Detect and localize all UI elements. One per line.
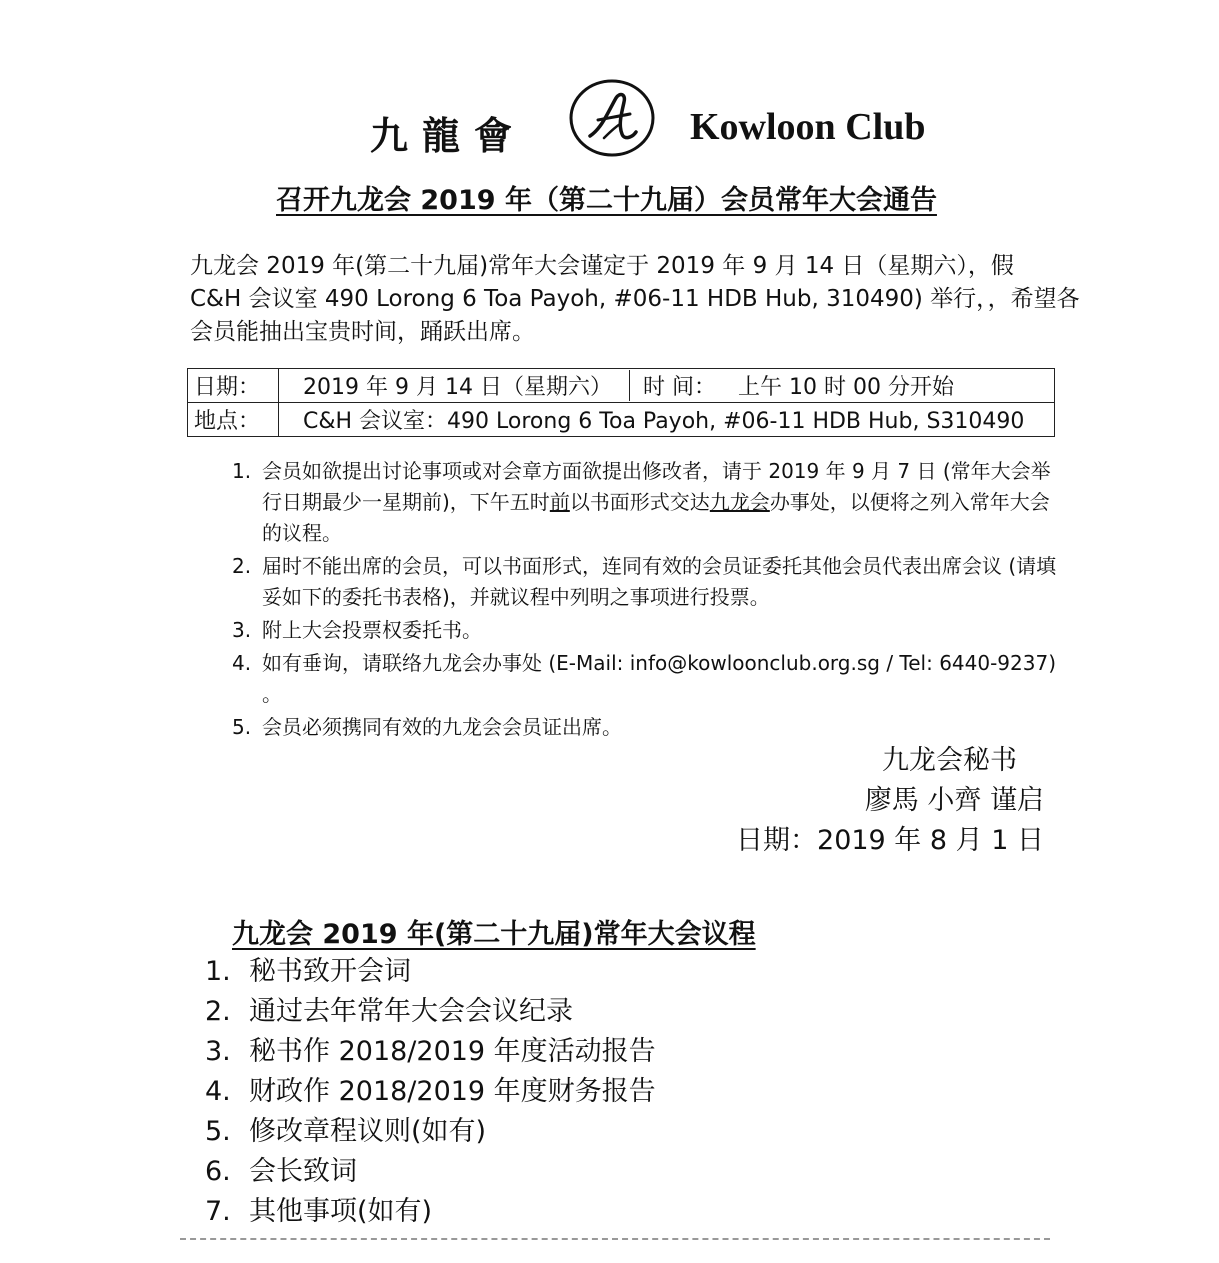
date-label: 日期：	[188, 369, 279, 403]
note-number: 3.	[232, 618, 252, 642]
agenda-number: 7.	[205, 1196, 231, 1227]
agenda-text: 其他事项(如有)	[249, 1196, 433, 1227]
list-item	[232, 615, 1062, 646]
agenda-number: 1.	[205, 956, 231, 987]
meeting-info-table	[187, 368, 1055, 437]
agenda-text: 秘书作 2018/2019 年度活动报告	[249, 1036, 656, 1067]
agenda-text: 财政作 2018/2019 年度财务报告	[249, 1076, 656, 1107]
agenda-number: 3.	[205, 1036, 231, 1067]
notes-list	[232, 456, 1062, 743]
agenda-number: 4.	[205, 1076, 231, 1107]
list-item	[205, 1112, 656, 1152]
venue-label: 地点：	[188, 403, 279, 437]
note-text: 会员必须携同有效的九龙会会员证出席。	[262, 715, 622, 739]
list-item	[205, 1072, 656, 1112]
agenda-text: 通过去年常年大会会议纪录	[249, 996, 573, 1027]
note-number: 5.	[232, 715, 252, 739]
list-item	[205, 952, 656, 992]
intro-line: C&H 会议室 490 Lorong 6 Toa Payoh, #06-11 HDB Hub, 310490) 举行，，希望各	[190, 286, 1080, 312]
cut-line-divider	[180, 1238, 1050, 1240]
list-item	[205, 992, 656, 1032]
time-value: 上午 10 时 00 分开始	[738, 375, 954, 400]
note-text-part: 前	[549, 490, 570, 514]
signature-date: 日期：2019 年 8 月 1 日	[736, 825, 1044, 856]
club-name-chinese: 九龍會	[370, 113, 527, 158]
signature-role: 九龙会秘书	[882, 745, 1017, 776]
agenda-text: 会长致词	[249, 1156, 357, 1187]
note-text	[262, 456, 1062, 549]
intro-line: 会员能抽出宝贵时间，踊跃出席。	[190, 319, 535, 345]
signature-name: 廖馬 小齊 谨启	[864, 785, 1044, 816]
agenda-number: 6.	[205, 1156, 231, 1187]
agenda-list	[205, 952, 656, 1232]
list-item	[232, 648, 1062, 710]
note-text: 附上大会投票权委托书。	[262, 618, 482, 642]
venue-value: C&H 会议室：490 Lorong 6 Toa Payoh, #06-11 HDB Hub, S310490	[279, 403, 1055, 437]
list-item	[232, 551, 1062, 613]
list-item	[205, 1032, 656, 1072]
table-row	[188, 403, 1055, 437]
date-time-cell	[279, 369, 1055, 403]
intro-line: 九龙会 2019 年(第二十九届)常年大会谨定于 2019 年 9 月 14 日（星期六），假	[190, 253, 1014, 279]
agenda-number: 2.	[205, 996, 231, 1027]
list-item	[205, 1192, 656, 1232]
note-text: 届时不能出席的会员，可以书面形式，连同有效的会员证委托其他会员代表出席会议 (请填妥如下的委托书表格)，并就议程中列明之事项进行投票。	[262, 554, 1057, 609]
agenda-text: 秘书致开会词	[249, 956, 411, 987]
note-number: 2.	[232, 554, 252, 578]
date-value: 2019 年 9 月 14 日（星期六）	[303, 370, 630, 401]
note-text-part: 会员如欲提出讨论事项或对会章方面欲提出修改者，请于 2019 年 9 月 7 日 (常年大会举行日期最少一星期前)，下午五时	[262, 459, 1051, 514]
note-text-part: 办事处，以便将之列入常年大会的议程。	[262, 490, 1050, 545]
table-row	[188, 369, 1055, 403]
agenda-number: 5.	[205, 1116, 231, 1147]
list-item	[205, 1152, 656, 1192]
note-text-part: 九龙会	[709, 490, 770, 514]
list-item	[232, 456, 1062, 549]
notice-title: 召开九龙会 2019 年（第二十九届）会员常年大会通告	[276, 185, 937, 216]
time-label: 时 间：	[643, 375, 716, 400]
note-text: 如有垂询，请联络九龙会办事处 (E-Mail: info@kowloonclub.org.sg / Tel: 6440-9237) 。	[262, 651, 1057, 706]
club-name-english: Kowloon Club	[690, 106, 926, 148]
note-text-part: 以书面形式交达	[569, 490, 710, 514]
agenda-title: 九龙会 2019 年(第二十九届)常年大会议程	[232, 919, 756, 950]
note-number: 1.	[232, 459, 252, 483]
note-number: 4.	[232, 651, 252, 675]
agenda-text: 修改章程议则(如有)	[249, 1116, 487, 1147]
intro-paragraph	[190, 250, 1080, 349]
club-logo-icon	[568, 78, 656, 158]
